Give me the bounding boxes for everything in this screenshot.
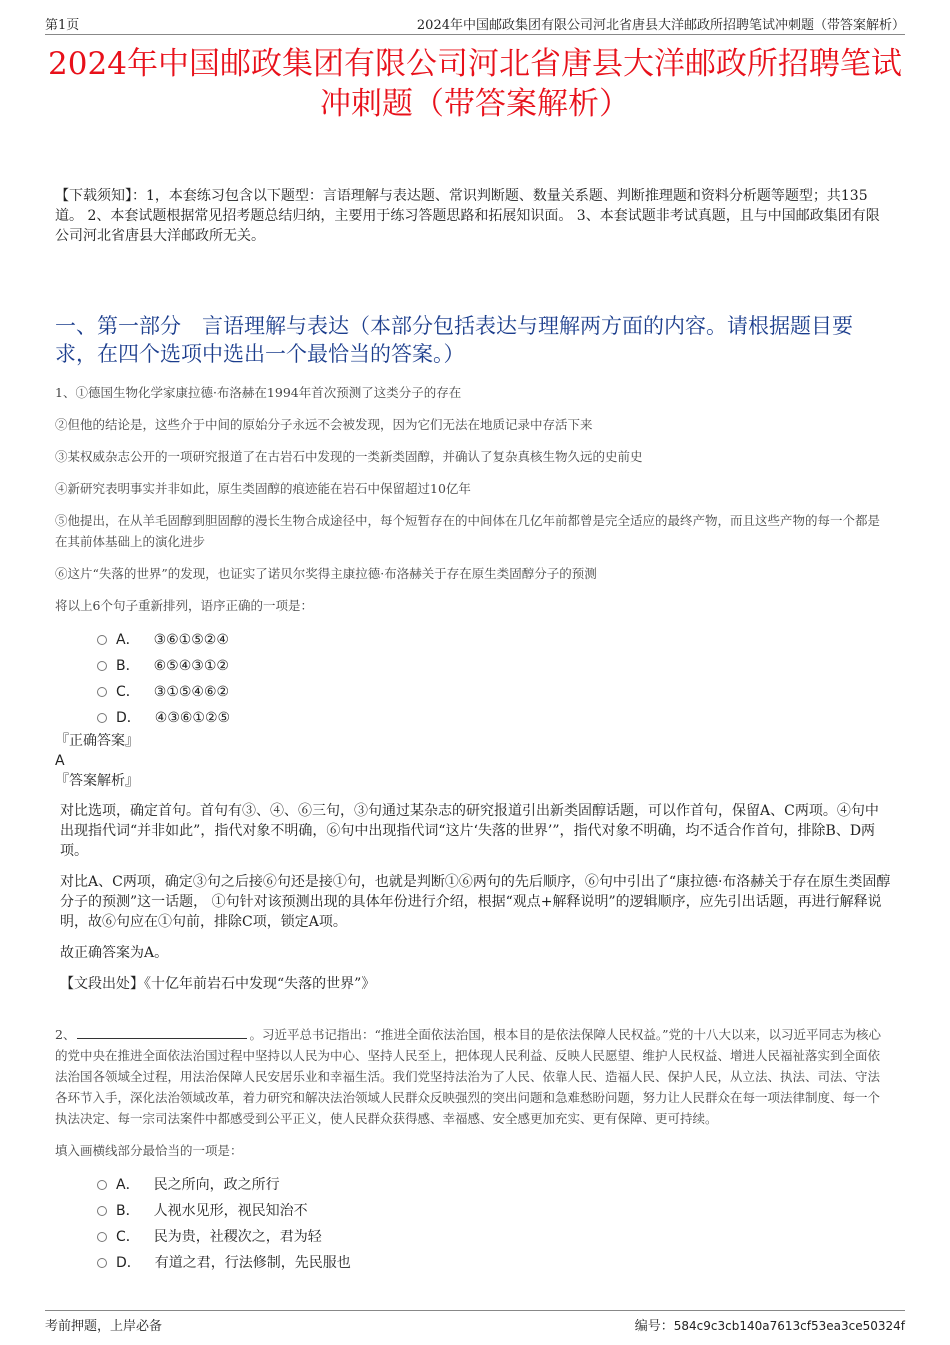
option-letter: A． — [116, 1177, 140, 1193]
analysis-paragraph: 对比A、C两项，确定③句之后接⑥句还是接①句，也就是判断①⑥两句的先后顺序，⑥句中引出了“康拉德·布洛赫关于存在原生类固醇分子的预测”这一话题， ①句针对该预测出现的具体年份进行介绍，根据“观点+解释说明”的逻辑顺序，应先引出话题，再进行解释说明，故⑥句应在①句前，排除C项，锁定A项。 — [60, 874, 891, 930]
option-text: ③①⑤④⑥② — [153, 684, 230, 700]
section-heading: 一、第一部分 言语理解与表达（本部分包括表达与理解两方面的内容。请根据题目要求，在四个选项中选出一个最恰当的答案。） — [55, 314, 853, 366]
answer-value: A — [55, 753, 65, 769]
download-notice: 【下载须知】：1，本套练习包含以下题型：言语理解与表达题、常识判断题、数量关系题、判断推理题和资料分析题等题型；共135道。 2、本套试题根据常见招考题总结归纳，主要用于练习答题思路和拓展知识面。 3、本套试题非考试真题，且与中国邮政集团有限公司河北省唐县大洋邮政所无关。 — [55, 188, 880, 244]
q2-stem — [55, 1024, 892, 1129]
q2-prompt: 填入画横线部分最恰当的一项是： — [55, 1143, 243, 1158]
answer-label: 『正确答案』 — [55, 733, 139, 749]
option-text: ④③⑥①②⑤ — [154, 710, 231, 726]
analysis-paragraph: 故正确答案为A。 — [60, 945, 169, 961]
footer-code — [635, 1315, 905, 1334]
option-letter: C． — [116, 1229, 140, 1245]
q1-line: ③某权威杂志公开的一项研究报道了在古岩石中发现的一类新类固醇，并确认了复杂真核生物久远的史前史 — [55, 449, 643, 464]
q2-option-d[interactable] — [97, 1250, 892, 1276]
option-letter: D． — [116, 710, 141, 726]
page-footer — [45, 1310, 905, 1333]
question-2 — [55, 1024, 892, 1276]
radio-icon[interactable] — [97, 687, 107, 697]
option-letter: D． — [116, 1255, 141, 1271]
option-text: ⑥⑤④③①② — [153, 658, 229, 674]
source-citation: 【文段出处】《十亿年前岩石中发现“失落的世界”》 — [60, 976, 376, 992]
option-text: ③⑥①⑤②④ — [153, 632, 229, 648]
analysis-paragraph: 对比选项，确定首句。首句有③、④、⑥三句，③句通过某杂志的研究报道引出新类固醇话题，可以作首句，保留A、C两项。④句中出现指代词“并非如此”，指代对象不明确，⑥句中出现指代词“这片‘失落的世界’”，指代对象不明确，均不适合作首句，排除B、D两项。 — [60, 803, 879, 859]
option-letter: B． — [116, 658, 140, 674]
radio-icon[interactable] — [97, 661, 107, 671]
q1-option-c[interactable] — [97, 679, 892, 705]
option-text: 人视水见形，视民知治不 — [153, 1203, 308, 1219]
q1-options — [55, 627, 892, 731]
option-letter: A． — [116, 632, 140, 648]
page-number: 第1页 — [45, 18, 80, 33]
radio-icon[interactable] — [97, 713, 107, 723]
fill-blank — [77, 1026, 247, 1039]
q2-options — [55, 1172, 892, 1276]
q1-option-a[interactable] — [97, 627, 892, 653]
q1-line: 1、①德国生物化学家康拉德·布洛赫在1994年首次预测了这类分子的存在 — [55, 385, 462, 400]
q1-line: ⑤他提出，在从羊毛固醇到胆固醇的漫长生物合成途径中，每个短暂存在的中间体在几亿年前都曾是完全适应的最终产物，而且这些产物的每一个都是在其前体基础上的演化进步 — [55, 513, 881, 549]
page-title: 2024年中国邮政集团有限公司河北省唐县大洋邮政所招聘笔试冲刺题（带答案解析） — [48, 46, 902, 122]
q2-stem-text: 。习近平总书记指出：“推进全面依法治国，根本目的是依法保障人民权益。”党的十八大以来，以习近平同志为核心的党中央在推进全面依法治国过程中坚持以人民为中心、坚持人民至上，把体现人民利益、反映人民愿望、维护人民权益、增进人民福祉落实到全面依法治国各领域全过程，用法治保障人民安居乐业和幸福生活。我们党坚持法治为了人民、依靠人民、造福人民、保护人民，从立法、执法、司法、守法各环节入手，深化法治领域改革，着力研究和解决法治领域人民群众反映强烈的突出问题和急难愁盼问题，努力让人民群众在每一项法律制度、每一个执法决定、每一宗司法案件中都感受到公平正义，使人民群众获得感、幸福感、安全感更加充实、更有保障、更可持续。 — [55, 1027, 881, 1126]
q2-option-b[interactable] — [97, 1198, 892, 1224]
page-header — [45, 12, 905, 35]
analysis-label: 『答案解析』 — [55, 773, 139, 789]
q2-option-c[interactable] — [97, 1224, 892, 1250]
q1-analysis — [60, 801, 892, 994]
q1-line: ②但他的结论是，这些介于中间的原始分子永远不会被发现，因为它们无法在地质记录中存活下来 — [55, 417, 593, 432]
footer-slogan: 考前押题，上岸必备 — [45, 1319, 163, 1334]
q2-number: 2、 — [55, 1027, 76, 1042]
radio-icon[interactable] — [97, 635, 107, 645]
question-1 — [55, 382, 892, 1005]
radio-icon[interactable] — [97, 1258, 107, 1268]
q1-option-d[interactable] — [97, 705, 892, 731]
radio-icon[interactable] — [97, 1206, 107, 1216]
q2-option-a[interactable] — [97, 1172, 892, 1198]
option-letter: B． — [116, 1203, 140, 1219]
radio-icon[interactable] — [97, 1232, 107, 1242]
header-doc-title: 2024年中国邮政集团有限公司河北省唐县大洋邮政所招聘笔试冲刺题（带答案解析） — [416, 18, 905, 33]
q1-line: ⑥这片“失落的世界”的发现，也证实了诺贝尔奖得主康拉德·布洛赫关于存在原生类固醇分子的预测 — [55, 566, 597, 581]
code-value: 584c9c3cb140a7613cf53ea3ce50324f — [673, 1319, 905, 1333]
q1-option-b[interactable] — [97, 653, 892, 679]
q1-answer-block — [55, 731, 892, 791]
option-text: 民之所向，政之所行 — [153, 1177, 280, 1193]
option-text: 民为贵，社稷次之，君为轻 — [153, 1229, 322, 1245]
q1-prompt: 将以上6个句子重新排列，语序正确的一项是： — [55, 598, 313, 613]
q1-line: ④新研究表明事实并非如此，原生类固醇的痕迹能在岩石中保留超过10亿年 — [55, 481, 471, 496]
code-label: 编号： — [634, 1319, 674, 1334]
option-letter: C． — [116, 684, 140, 700]
radio-icon[interactable] — [97, 1180, 107, 1190]
option-text: 有道之君，行法修制，先民服也 — [154, 1255, 351, 1271]
